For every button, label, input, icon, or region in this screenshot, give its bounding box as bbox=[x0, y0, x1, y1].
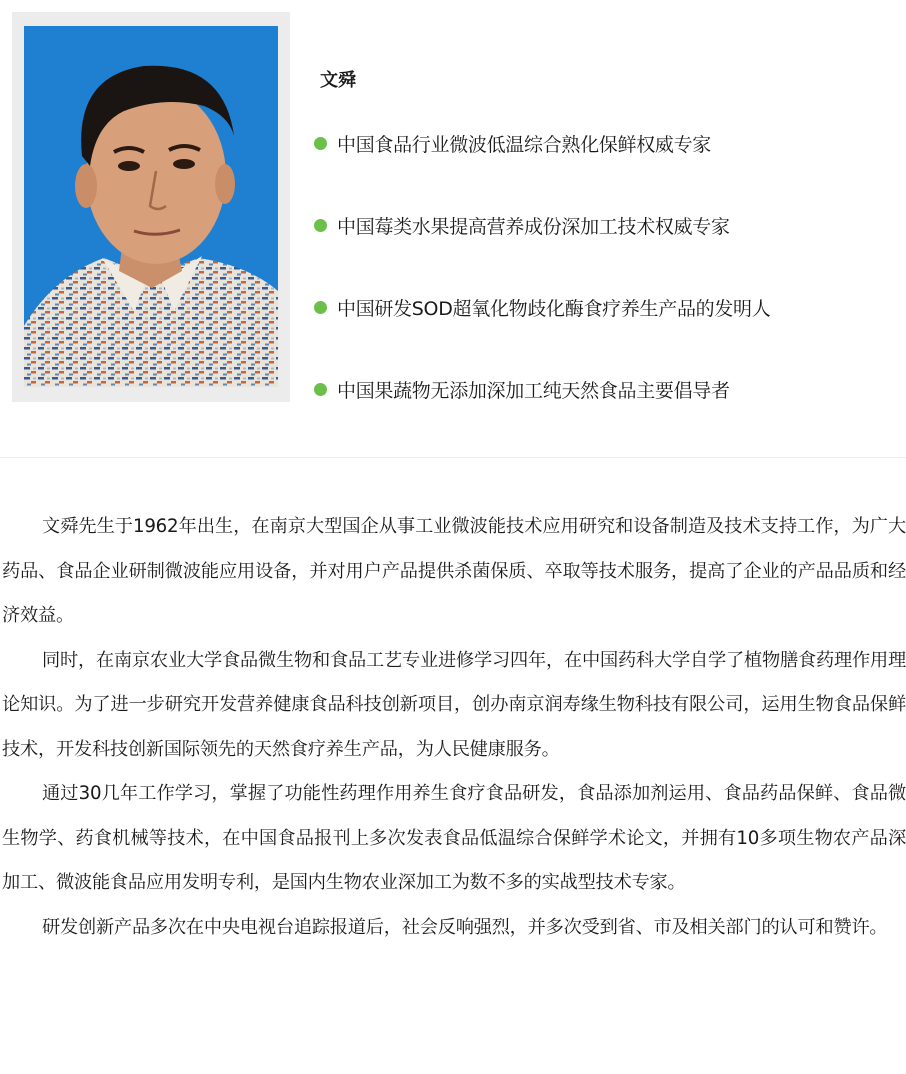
green-dot-icon bbox=[314, 137, 327, 150]
bio-paragraph: 研发创新产品多次在中央电视台追踪报道后，社会反响强烈，并多次受到省、市及相关部门的认可和赞许。 bbox=[42, 916, 888, 938]
title-text: 中国研发SOD超氧化物歧化酶食疗养生产品的发明人 bbox=[337, 297, 771, 320]
title-text: 中国食品行业微波低温综合熟化保鲜权威专家 bbox=[337, 133, 712, 156]
bio-paragraph: 同时，在南京农业大学食品微生物和食品工艺专业进修学习四年，在中国药科大学自学了植物膳食药理作用理论知识。为了进一步研究开发营养健康食品科技创新项目，创办南京润寿缘生物科技有限公司，运用生物食品保鲜技术，开发科技创新国际领先的天然食疗养生产品，为人民健康服务。 bbox=[2, 649, 906, 760]
portrait-illustration bbox=[24, 26, 278, 387]
expert-name: 文舜 bbox=[320, 70, 356, 91]
green-dot-icon bbox=[314, 219, 327, 232]
title-item bbox=[314, 208, 770, 242]
title-text: 中国莓类水果提高营养成份深加工技术权威专家 bbox=[337, 215, 730, 238]
title-item bbox=[314, 126, 770, 160]
green-dot-icon bbox=[314, 383, 327, 396]
title-item bbox=[314, 372, 770, 406]
title-item bbox=[314, 290, 770, 324]
expert-titles-list bbox=[314, 126, 770, 454]
biography bbox=[2, 505, 906, 950]
bio-paragraph: 通过30几年工作学习，掌握了功能性药理作用养生食疗食品研发，食品添加剂运用、食品药品保鲜、食品微生物学、药食机械等技术，在中国食品报刊上多次发表食品低温综合保鲜学术论文，并拥有10多项生物农产品深加工、微波能食品应用发明专利，是国内生物农业深加工为数不多的实战型技术专家。 bbox=[2, 783, 906, 893]
section-divider bbox=[0, 457, 906, 458]
bio-paragraph: 文舜先生于1962年出生，在南京大型国企从事工业微波能技术应用研究和设备制造及技术支持工作，为广大药品、食品企业研制微波能应用设备，并对用户产品提供杀菌保质、卒取等技术服务，提高了企业的产品品质和经济效益。 bbox=[2, 516, 906, 626]
portrait-frame bbox=[12, 12, 290, 402]
portrait-photo bbox=[24, 26, 278, 387]
green-dot-icon bbox=[314, 301, 327, 314]
title-text: 中国果蔬物无添加深加工纯天然食品主要倡导者 bbox=[337, 379, 730, 402]
